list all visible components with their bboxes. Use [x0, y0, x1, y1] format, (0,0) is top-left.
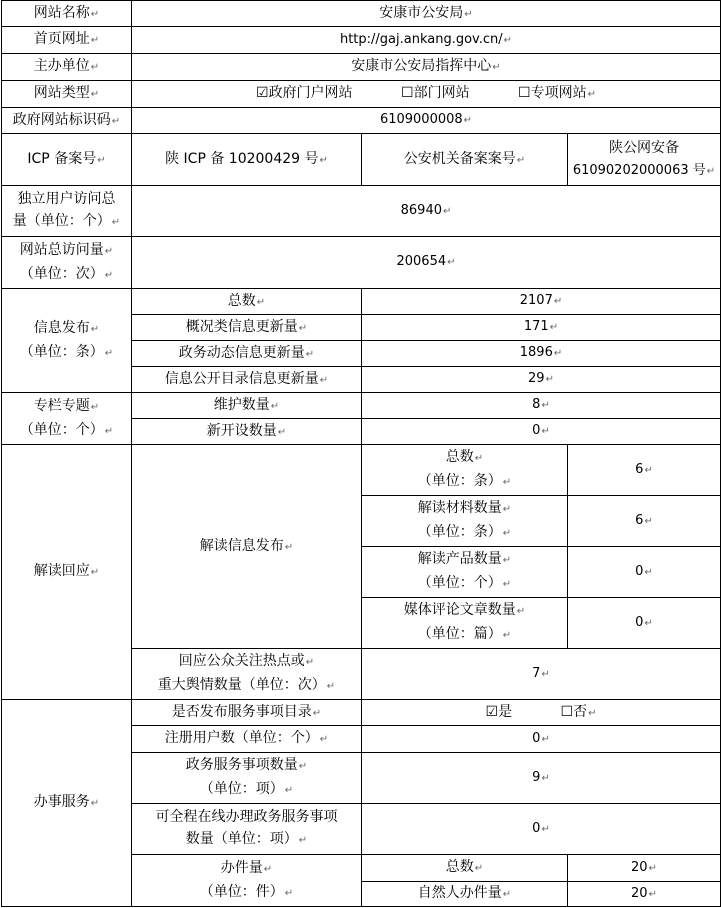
row-site-type	[2, 81, 721, 108]
services-label: 办事服务↵	[2, 700, 132, 907]
unchecked-checkbox-icon: ☐	[401, 85, 414, 101]
unique-visitors-label: 独立用户访问总 量（单位：个）↵	[2, 186, 132, 237]
site-type-option-special: ☐专项网站↵	[518, 85, 596, 101]
row-icp	[2, 134, 721, 186]
interpretation-label: 解读回应↵	[2, 445, 132, 700]
row-total-visits	[2, 237, 721, 289]
columns-row-label: 维护数量↵	[132, 393, 362, 419]
paragraph-mark: ↵	[502, 889, 512, 900]
paragraph-mark: ↵	[104, 347, 114, 359]
paragraph-mark: ↵	[319, 734, 329, 745]
workload-row-label: 总数↵	[362, 855, 568, 882]
paragraph-mark: ↵	[90, 798, 100, 809]
interp-row-label: 解读材料数量↵ （单位：条）↵	[362, 496, 568, 547]
columns-row-label: 新开设数量↵	[132, 419, 362, 445]
paragraph-mark: ↵	[541, 733, 550, 745]
paragraph-mark: ↵	[90, 401, 100, 413]
paragraph-mark: ↵	[516, 606, 526, 617]
workload-row-value: 20↵	[568, 882, 721, 907]
paragraph-mark: ↵	[284, 887, 294, 899]
paragraph-mark: ↵	[588, 707, 597, 719]
columns-row-value: 8↵	[362, 393, 721, 419]
catalog-option-no: ☐否↵	[560, 703, 597, 720]
row-interp-total	[2, 445, 721, 496]
service-items-label: 政务服务事项数量↵ （单位：项）↵	[132, 753, 362, 804]
site-name-value: 安康市公安局↵	[132, 1, 721, 27]
paragraph-mark: ↵	[541, 772, 550, 784]
columns-label: 专栏专题↵ （单位：个）↵	[2, 393, 132, 445]
paragraph-mark: ↵	[104, 269, 114, 281]
paragraph-mark: ↵	[90, 323, 100, 335]
info-publish-row-label: 总数↵	[132, 289, 362, 315]
interp-row-label: 媒体评论文章数量↵ （单位：篇）↵	[362, 598, 568, 649]
info-publish-row-value: 29↵	[362, 367, 721, 393]
unchecked-checkbox-icon: ☐	[518, 85, 531, 101]
total-visits-value: 200654↵	[132, 237, 721, 289]
paragraph-mark: ↵	[516, 154, 526, 166]
paragraph-mark: ↵	[305, 657, 315, 668]
paragraph-mark: ↵	[305, 348, 315, 360]
icp-label: ICP 备案号↵	[2, 134, 132, 186]
paragraph-mark: ↵	[644, 515, 653, 527]
paragraph-mark: ↵	[284, 541, 294, 553]
paragraph-mark: ↵	[502, 579, 512, 590]
registered-users-value: 0↵	[362, 726, 721, 753]
paragraph-mark: ↵	[492, 62, 501, 73]
paragraph-mark: ↵	[549, 322, 559, 333]
paragraph-mark: ↵	[270, 400, 280, 412]
paragraph-mark: ↵	[648, 888, 657, 900]
row-homepage	[2, 27, 721, 54]
interp-response-label: 回应公众关注热点或↵ 重大舆情数量（单位：次）↵	[132, 649, 362, 700]
paragraph-mark: ↵	[97, 154, 106, 166]
paragraph-mark: ↵	[442, 205, 452, 217]
info-publish-row-label: 政务动态信息更新量↵	[132, 341, 362, 367]
paragraph-mark: ↵	[298, 835, 308, 846]
paragraph-mark: ↵	[463, 115, 473, 126]
online-services-value: 0↵	[362, 804, 721, 855]
paragraph-mark: ↵	[90, 567, 100, 578]
gov-site-id-label: 政府网站标识码↵	[2, 108, 132, 134]
paragraph-mark: ↵	[298, 761, 308, 772]
info-publish-row-value: 2107↵	[362, 289, 721, 315]
interp-row-value: 6↵	[568, 445, 721, 496]
paragraph-mark: ↵	[111, 217, 121, 228]
website-annual-report-table	[1, 0, 721, 907]
paragraph-mark: ↵	[541, 400, 550, 411]
paragraph-mark: ↵	[648, 862, 657, 874]
interp-row-value: 0↵	[568, 547, 721, 598]
gov-site-id-value: 6109000008↵	[132, 108, 721, 134]
paragraph-mark: ↵	[502, 528, 512, 539]
catalog-option-yes: ☑是	[485, 703, 513, 720]
row-gov-site-id	[2, 108, 721, 134]
workload-row-value: 20↵	[568, 855, 721, 882]
paragraph-mark: ↵	[502, 555, 512, 566]
paragraph-mark: ↵	[644, 464, 653, 476]
service-items-value: 9↵	[362, 753, 721, 804]
online-services-label: 可全程在线办理政务服务事项 数量（单位：项）↵	[132, 804, 362, 855]
total-visits-label: 网站总访问量↵ （单位：次）↵	[2, 237, 132, 289]
paragraph-mark: ↵	[447, 257, 456, 268]
paragraph-mark: ↵	[502, 477, 512, 488]
police-record-label: 公安机关备案案号↵	[362, 134, 568, 186]
homepage-value: http://gaj.ankang.gov.cn/↵	[132, 27, 721, 54]
site-type-option-department: ☐部门网站	[401, 85, 470, 101]
homepage-label: 首页网址↵	[2, 27, 132, 54]
interp-row-value: 6↵	[568, 496, 721, 547]
paragraph-mark: ↵	[90, 8, 100, 20]
site-type-option-portal: ☑政府门户网站	[256, 85, 353, 101]
paragraph-mark: ↵	[312, 707, 322, 719]
interp-row-label: 总数↵ （单位：条）↵	[362, 445, 568, 496]
paragraph-mark: ↵	[553, 348, 563, 359]
paragraph-mark: ↵	[90, 89, 100, 100]
interp-response-value: 7↵	[362, 649, 721, 700]
paragraph-mark: ↵	[502, 504, 512, 515]
interp-row-label: 解读产品数量↵ （单位：个）↵	[362, 547, 568, 598]
interp-row-value: 0↵	[568, 598, 721, 649]
paragraph-mark: ↵	[644, 566, 653, 578]
paragraph-mark: ↵	[319, 154, 328, 166]
workload-label: 办件量↵ （单位：件）↵	[132, 855, 362, 907]
paragraph-mark: ↵	[319, 374, 329, 386]
registered-users-label: 注册用户数（单位：个）↵	[132, 726, 362, 753]
paragraph-mark: ↵	[644, 617, 653, 629]
interpretation-publish-label: 解读信息发布↵	[132, 445, 362, 649]
paragraph-mark: ↵	[474, 453, 484, 464]
unchecked-checkbox-icon: ☐	[560, 703, 574, 720]
checked-checkbox-icon: ☑	[485, 703, 499, 720]
host-unit-label: 主办单位↵	[2, 54, 132, 81]
paragraph-mark: ↵	[541, 668, 550, 680]
paragraph-mark: ↵	[541, 823, 550, 835]
row-site-name	[2, 1, 721, 27]
info-publish-row-value: 1896↵	[362, 341, 721, 367]
paragraph-mark: ↵	[277, 426, 287, 438]
info-publish-row-value: 171↵	[362, 315, 721, 341]
paragraph-mark: ↵	[263, 863, 273, 875]
paragraph-mark: ↵	[545, 374, 554, 385]
service-catalog-label: 是否发布服务事项目录↵	[132, 700, 362, 726]
paragraph-mark: ↵	[256, 296, 266, 308]
site-type-label: 网站类型↵	[2, 81, 132, 108]
row-info-publish-total	[2, 289, 721, 315]
icp-value: 陕 ICP 备 10200429 号↵	[132, 134, 362, 186]
paragraph-mark: ↵	[298, 322, 308, 334]
paragraph-mark: ↵	[587, 89, 596, 100]
paragraph-mark: ↵	[90, 35, 100, 46]
paragraph-mark: ↵	[104, 245, 114, 257]
paragraph-mark: ↵	[706, 165, 716, 177]
service-catalog-options	[362, 700, 721, 726]
workload-row-label: 自然人办件量↵	[362, 882, 568, 907]
police-record-value: 陕公网安备 61090202000063 号↵	[568, 134, 721, 186]
paragraph-mark: ↵	[284, 785, 294, 796]
site-type-options	[132, 81, 721, 108]
info-publish-label: 信息发布↵ （单位：条）↵	[2, 289, 132, 393]
columns-row-value: 0↵	[362, 419, 721, 445]
paragraph-mark: ↵	[111, 115, 121, 127]
paragraph-mark: ↵	[503, 34, 513, 46]
site-name-label: 网站名称↵	[2, 1, 132, 27]
info-publish-row-label: 概况类信息更新量↵	[132, 315, 362, 341]
checked-checkbox-icon: ☑	[256, 85, 269, 101]
row-unique-visitors	[2, 186, 721, 237]
row-columns-maintained	[2, 393, 721, 419]
paragraph-mark: ↵	[326, 681, 336, 692]
unique-visitors-value: 86940↵	[132, 186, 721, 237]
paragraph-mark: ↵	[104, 425, 114, 437]
paragraph-mark: ↵	[90, 62, 100, 73]
paragraph-mark: ↵	[474, 863, 484, 874]
host-unit-value: 安康市公安局指挥中心↵	[132, 54, 721, 81]
row-service-catalog	[2, 700, 721, 726]
paragraph-mark: ↵	[541, 426, 550, 437]
paragraph-mark: ↵	[553, 296, 563, 307]
paragraph-mark: ↵	[502, 630, 512, 641]
info-publish-row-label: 信息公开目录信息更新量↵	[132, 367, 362, 393]
paragraph-mark: ↵	[464, 8, 473, 20]
row-host-unit	[2, 54, 721, 81]
